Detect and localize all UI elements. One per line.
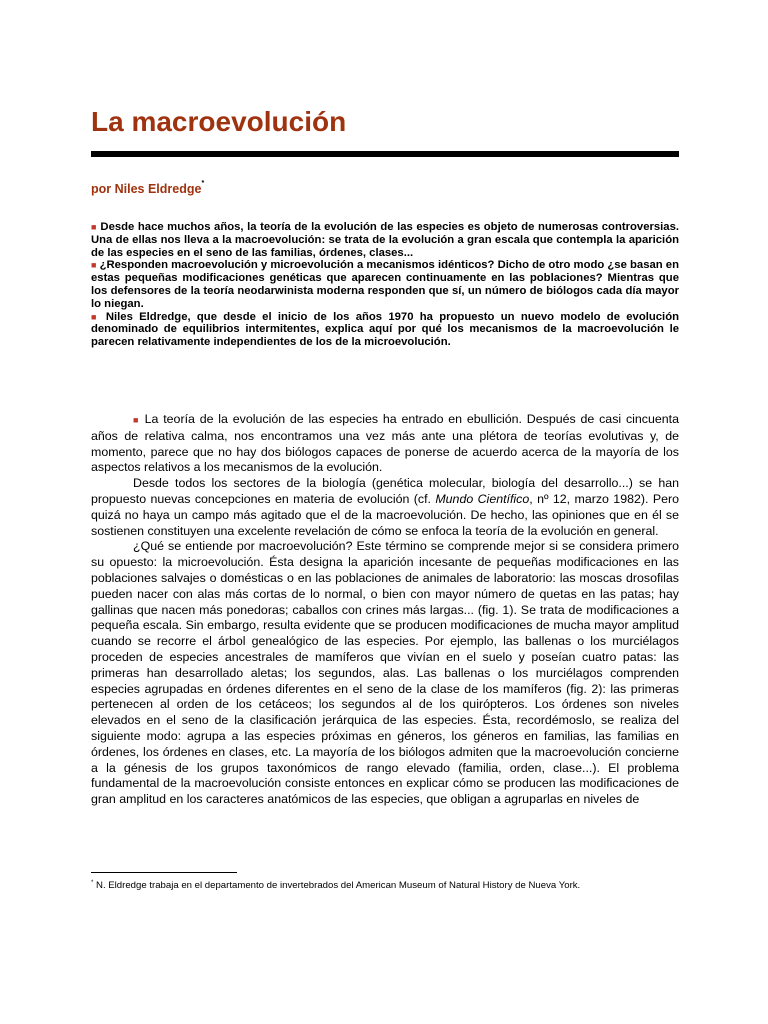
body-paragraph: ¿Qué se entiende por macroevolución? Este término se comprende mejor si se considera primero su opuesto: la microevolución. Ésta designa la aparición incesante de pequeñas modificaciones en las poblaciones salvajes o domésticas o en las poblaciones de animales de laboratorio: las moscas drosofilas pueden nacer con alas más cortas de lo normal, o bien con mayor número de quetas en las patas; hay gallinas que nacen más ponedoras; caballos con crines más largas... (fig. 1). Se trata de modificaciones a pequeña escala. Sin embargo, resulta evidente que se producen modificaciones de mucha mayor amplitud cuando se recorre el árbol genealógico de las especies. Por ejemplo, las ballenas o los murciélagos proceden de especies ancestrales de mamíferos que vivían en el suelo y poseían cuatro patas: las primeras han desarrollado aletas; los segundos, alas. Las ballenas o los murciélagos comprenden especies agrupadas en órdenes diferentes en el seno de la clase de los mamíferos (fig. 2): las primeras pertenecen al orden de los cetáceos; los segundos al de los quirópteros. Los órdenes son niveles elevados en el seno de la clasificación jerárquica de las especies. Ésta, recordémoslo, se realiza del siguiente modo: agrupa a las especies próximas en géneros, los géneros en familias, las familias en órdenes, los órdenes en clases, etc. La mayoría de los biólogos admiten que la macroevolución concierne a la génesis de los grupos taxonómicos de rango elevado (familia, orden, clase...). El problema fundamental de la macroevolución consiste entonces en explicar cómo se producen las modificaciones de gran amplitud en los caracteres anatómicos de las especies, que obligan a agruparlas en niveles de — [91, 539, 679, 807]
title-rule — [91, 151, 679, 157]
byline — [91, 175, 204, 198]
bullet-icon: ■ — [91, 222, 97, 232]
abstract-paragraph: ■ Niles Eldredge, que desde el inicio de los años 1970 ha propuesto un nuevo modelo de evolución denominado de equilibrios intermitentes, explica aquí por qué los mecanismos de la macroevolución le parecen relativamente independientes de los de la microevolución. — [91, 310, 679, 349]
abstract-paragraph: ■ Desde hace muchos años, la teoría de la evolución de las especies es objeto de numerosas controversias. Una de ellas nos lleva a la macroevolución: se trata de la evolución a gran escala que contempla la aparición de las especies en el seno de las familias, órdenes, clases... — [91, 221, 680, 259]
footnote — [91, 877, 691, 892]
abstract-paragraph: ■ ¿Responden macroevolución y microevolución a mecanismos idénticos? Dicho de otro modo ¿se basan en estas pequeñas modificaciones genéticas que aparecen continuamente en las poblaciones? Mientras que los defensores de la teoría neodarwinista moderna responden que sí, un número de biólogos cada día mayor lo niegan. — [91, 259, 679, 310]
footnote-rule — [91, 872, 237, 873]
bullet-icon: ■ — [91, 260, 97, 271]
bullet-icon: ■ — [133, 415, 140, 425]
footnote-marker: * — [201, 180, 205, 187]
journal-name: Mundo Científico — [435, 491, 530, 506]
article-title: La macroevolución — [91, 106, 347, 137]
body-paragraph: ■ La teoría de la evolución de las especies ha entrado en ebullición. Después de casi cincuenta años de relativa calma, nos encontramos una vez más ante una plétora de teorías evolutivas y, de momento, parece que no hay dos biólogos capaces de ponerse de acuerdo acerca de la mayoría de los aspectos relativos a los mecanismos de la evolución. — [91, 412, 679, 475]
abstract — [91, 221, 679, 349]
footnote-marker: * — [91, 880, 94, 886]
body-paragraph: Desde todos los sectores de la biología (genética molecular, biología del desarrollo...) se han propuesto nuevas concepciones en materia de evolución (cf. Mundo Científico, nº 12, marzo 1982). Pero quizá no haya un campo más agitado que el de la macroevolución. De hecho, las opiniones que en él se sostienen constituyen una excelente revelación de cómo se enfoca la teoría de la evolución en general. — [91, 476, 679, 538]
bullet-icon: ■ — [91, 311, 100, 322]
footnote-text: N. Eldredge trabaja en el departamento de invertebrados del American Museum of Natural History de Nueva York. — [93, 880, 581, 891]
article-body — [91, 412, 679, 808]
author-name: por Niles Eldredge — [91, 182, 202, 196]
